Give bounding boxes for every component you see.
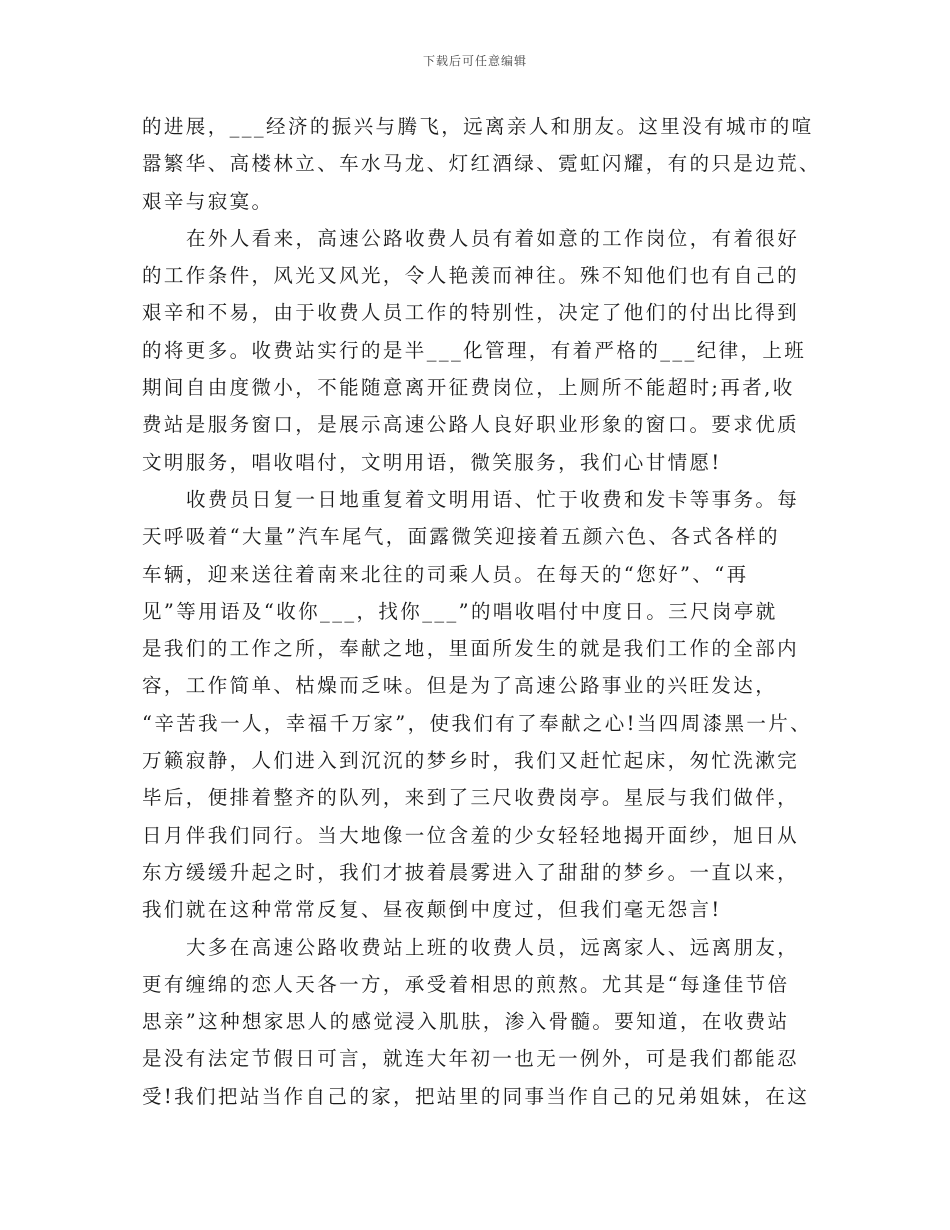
text-line: 的进展，___经济的振兴与腾飞，远离亲人和朋友。这里没有城市的喧 xyxy=(142,115,814,138)
text-line: 文明服务，唱收唱付，文明用语，微笑服务，我们心甘情愿! xyxy=(142,450,722,474)
text-line: 万籁寂静，人们进入到沉沉的梦乡时，我们又赶忙起床，匆忙洗漱完 xyxy=(142,749,800,773)
text-line: 我们就在这种常常反复、昼夜颠倒中度过，但我们毫无怨言! xyxy=(142,898,722,922)
text-line: 日月伴我们同行。当大地像一位含羞的少女轻轻地揭开面纱，旭日从 xyxy=(142,823,800,847)
text-line: 收费员日复一日地重复着文明用语、忙于收费和发卡等事务。每 xyxy=(186,487,800,511)
text-line: 是我们的工作之所，奉献之地，里面所发生的就是我们工作的全部内 xyxy=(142,637,800,661)
text-line: 思亲”这种想家思人的感觉浸入肌肤，渗入骨髓。要知道，在收费站 xyxy=(142,1010,790,1034)
text-line: 期间自由度微小，不能随意离开征费岗位，上厕所不能超时;再者,收 xyxy=(142,376,795,400)
text-line: 嚣繁华、高楼林立、车水马龙、灯红酒绿、霓虹闪耀，有的只是边荒、 xyxy=(142,152,821,176)
text-line: 的工作条件，风光又风光，令人艳羡而神往。殊不知他们也有自己的 xyxy=(142,264,800,288)
text-line: 受!我们把站当作自己的家，把站里的同事当作自己的兄弟姐妹，在这 xyxy=(142,1084,810,1108)
text-line: 更有缠绵的恋人天各一方，承受着相思的煎熬。尤其是“每逢佳节倍 xyxy=(142,972,790,996)
text-line: 艰辛与寂寞。 xyxy=(142,189,274,213)
document-body xyxy=(142,108,821,1115)
text-line: 东方缓缓升起之时，我们才披着晨雾进入了甜甜的梦乡。一直以来， xyxy=(142,860,800,884)
text-line: “辛苦我一人，幸福千万家”，使我们有了奉献之心!当四周漆黑一片、 xyxy=(142,711,813,735)
text-line: 见”等用语及“收你___，找你___”的唱收唱付中度日。三尺岗亭就 xyxy=(142,599,778,623)
text-line: 天呼吸着“大量”汽车尾气，面露微笑迎接着五颜六色、各式各样的 xyxy=(142,525,780,549)
text-line: 费站是服务窗口，是展示高速公路人良好职业形象的窗口。要求优质 xyxy=(142,413,800,437)
text-line: 艰辛和不易，由于收费人员工作的特别性，决定了他们的付出比得到 xyxy=(142,301,800,325)
text-line: 车辆，迎来送往着南来北往的司乘人员。在每天的“您好”、“再 xyxy=(142,562,749,586)
text-line: 容，工作简单、枯燥而乏味。但是为了高速公路事业的兴旺发达， xyxy=(142,674,778,698)
text-line: 在外人看来，高速公路收费人员有着如意的工作岗位，有着很好 xyxy=(186,226,800,250)
page-header: 下载后可任意编辑 xyxy=(422,54,527,68)
text-line: 的将更多。收费站实行的是半___化管理，有着严格的___纪律，上班 xyxy=(142,338,807,362)
text-line: 毕后，便排着整齐的队列，来到了三尺收费岗亭。星辰与我们做伴， xyxy=(142,786,800,810)
text-line: 是没有法定节假日可言，就连大年初一也无一例外，可是我们都能忍 xyxy=(142,1047,800,1071)
text-line: 大多在高速公路收费站上班的收费人员，远离家人、远离朋友， xyxy=(186,935,800,959)
